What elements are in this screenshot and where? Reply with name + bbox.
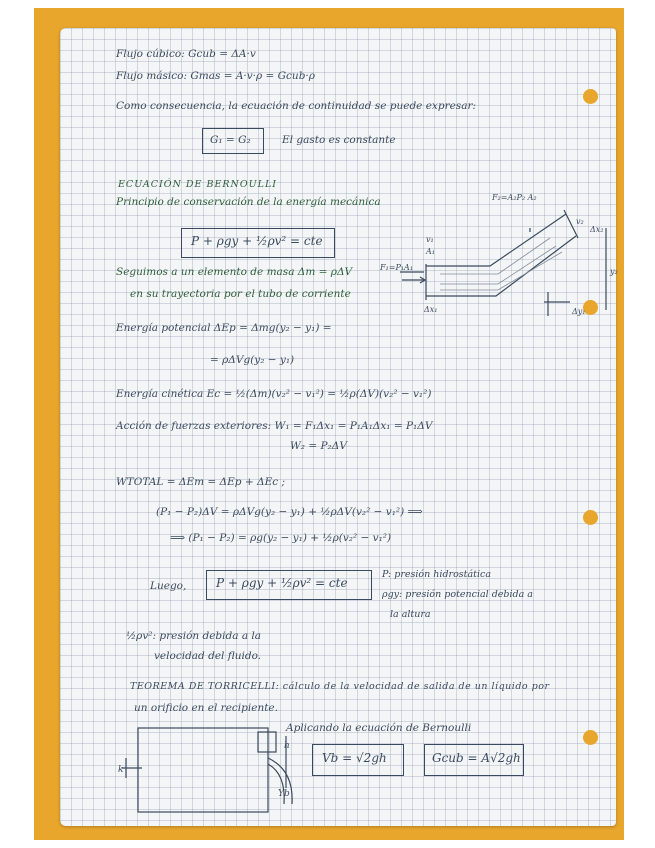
text-line: P: presión hidrostática bbox=[382, 569, 491, 580]
diagram-label: Δx₂ bbox=[590, 225, 604, 234]
section-heading: ECUACIÓN DE BERNOULLI bbox=[118, 179, 278, 190]
diagram-label: Δx₁ bbox=[424, 305, 438, 314]
diagram-label: Δy₁ bbox=[572, 307, 586, 316]
boxed-equation-text: Vb = √2gh bbox=[322, 751, 387, 765]
punch-hole bbox=[583, 510, 598, 525]
diagram-label: Yb bbox=[278, 789, 290, 799]
bernoulli-pipe-diagram bbox=[380, 188, 616, 328]
diagram-label: F₂=A₂P₂ A₂ bbox=[492, 193, 537, 202]
diagram-label: F₁=P₁A₁ bbox=[380, 263, 414, 272]
text-line: Seguimos a un elemento de masa Δm = ρΔV bbox=[116, 266, 353, 278]
punch-hole bbox=[583, 89, 598, 104]
text-line: velocidad del fluido. bbox=[154, 650, 262, 662]
text-line: la altura bbox=[390, 609, 431, 620]
text-line: ½ρv²: presión debida a la bbox=[126, 630, 262, 642]
text-line: WTOTAL = ΔEm = ΔEp + ΔEc ; bbox=[116, 476, 285, 488]
diagram-label: h bbox=[284, 741, 290, 751]
text-line: en su trayectoria por el tubo de corriente bbox=[130, 288, 351, 300]
text-line: Principio de conservación de la energía mecánica bbox=[116, 196, 381, 208]
text-line: = ρΔVg(y₂ − y₁) bbox=[210, 354, 295, 366]
text-line: un orificio en el recipiente. bbox=[134, 702, 278, 714]
text-line: Acción de fuerzas exteriores: W₁ = F₁Δx₁ = P₁A₁Δx₁ = P₁ΔV bbox=[116, 420, 433, 432]
torricelli-tank-diagram bbox=[118, 718, 298, 818]
boxed-equation-text: Gcub = A√2gh bbox=[432, 751, 521, 765]
boxed-equation-text: P + ρgy + ½ρv² = cte bbox=[216, 576, 348, 590]
section-heading: TEOREMA DE TORRICELLI: cálculo de la velocidad de salida de un líquido por bbox=[130, 681, 550, 692]
text-line: ρgy: presión potencial debida a bbox=[382, 589, 533, 600]
text-line: Luego, bbox=[150, 580, 187, 592]
text-line: Aplicando la ecuación de Bernoulli bbox=[286, 722, 472, 734]
text-line: Flujo cúbico: Gcub = ΔA·v bbox=[116, 48, 256, 60]
text-line: El gasto es constante bbox=[282, 134, 396, 146]
text-line: Energía cinética Ec = ½(Δm)(v₂² − v₁²) = ½ρ(ΔV)(v₂² − v₁²) bbox=[116, 388, 432, 400]
punch-hole bbox=[583, 730, 598, 745]
diagram-label: k bbox=[118, 765, 124, 775]
text-line: Como consecuencia, la ecuación de continuidad se puede expresar: bbox=[116, 100, 477, 112]
diagram-label: A₁ bbox=[426, 247, 435, 256]
text-line: Flujo másico: Gmas = A·v·ρ = Gcub·ρ bbox=[116, 70, 315, 82]
text-line: ⟹ (P₁ − P₂) = ρg(y₂ − y₁) + ½ρ(v₂² − v₁²) bbox=[170, 532, 392, 544]
notebook-page bbox=[60, 28, 616, 826]
text-line: (P₁ − P₂)ΔV = ρΔVg(y₂ − y₁) + ½ρΔV(v₂² − v₁²) ⟹ bbox=[156, 506, 423, 518]
diagram-label: y₂ bbox=[610, 267, 618, 276]
boxed-equation-text: G₁ = G₂ bbox=[210, 134, 251, 146]
text-line: W₂ = P₂ΔV bbox=[290, 440, 347, 452]
diagram-label: v₂ bbox=[576, 217, 584, 226]
boxed-equation-text: P + ρgy + ½ρv² = cte bbox=[191, 234, 323, 248]
text-line: Energía potencial ΔEp = Δmg(y₂ − y₁) = bbox=[116, 322, 332, 334]
diagram-label: v₁ bbox=[426, 235, 434, 244]
